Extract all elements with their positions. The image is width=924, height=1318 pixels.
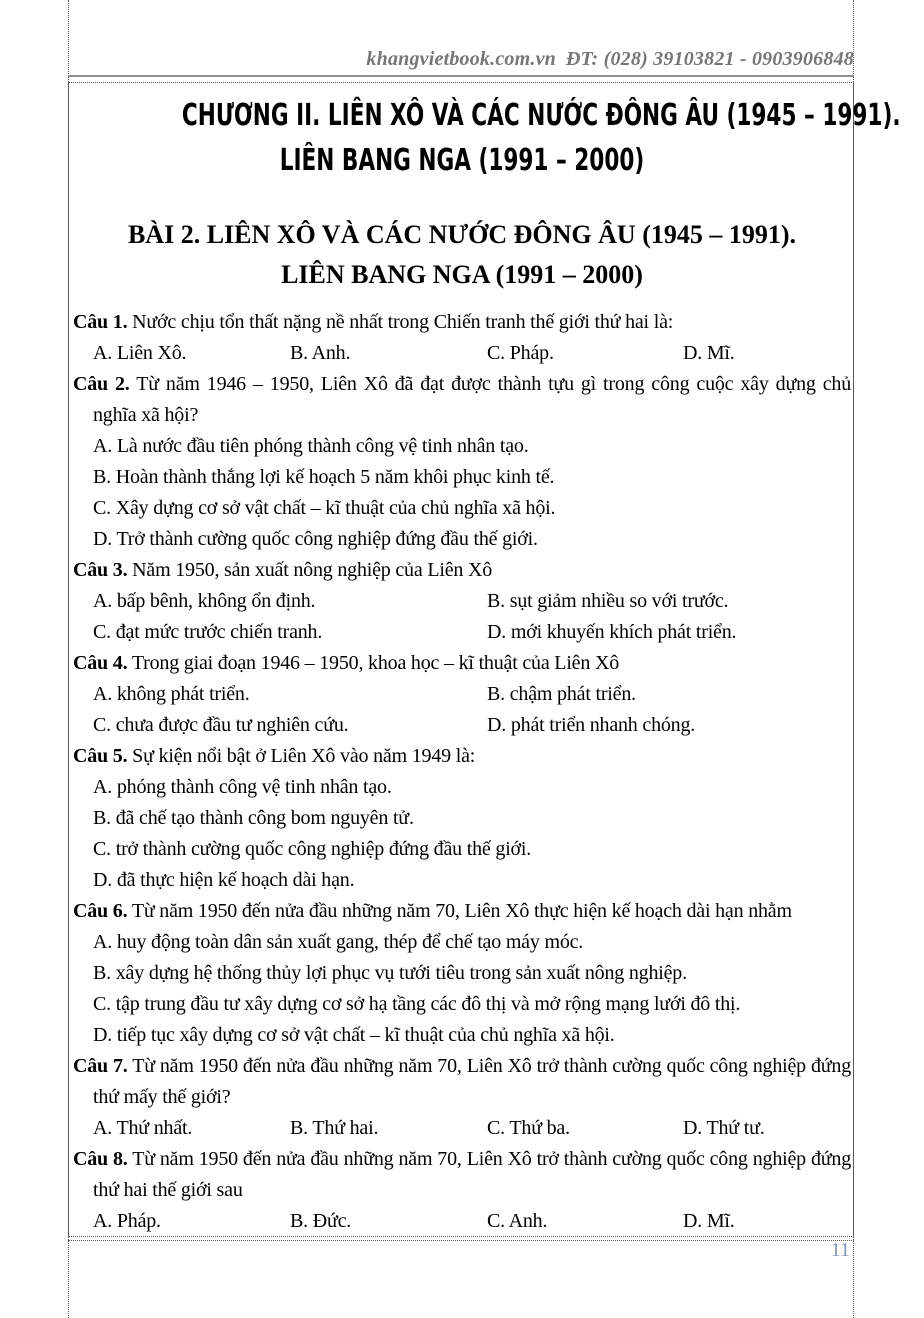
chapter-title-line1: CHƯƠNG II. LIÊN XÔ VÀ CÁC NƯỚC ĐÔNG ÂU (1945 – 1991). bbox=[181, 98, 901, 133]
question-block-6 bbox=[73, 896, 851, 1051]
question-body-text: Năm 1950, sản xuất nông nghiệp của Liên Xô bbox=[127, 559, 493, 581]
answer-option: B. chậm phát triển. bbox=[487, 683, 636, 705]
question-text bbox=[73, 1144, 851, 1206]
question-block-1 bbox=[73, 307, 851, 369]
header-site-text: khangvietbook.com.vn bbox=[366, 48, 556, 70]
lesson-title-line1: BÀI 2. LIÊN XÔ VÀ CÁC NƯỚC ĐÔNG ÂU (1945 – 1991). bbox=[127, 220, 797, 249]
question-label: Câu 4. bbox=[73, 652, 128, 674]
page-header bbox=[68, 0, 854, 77]
main-content-box bbox=[68, 82, 901, 1237]
answer-option: B. sụt giảm nhiều so với trước. bbox=[487, 590, 729, 612]
answer-option: D. mới khuyến khích phát triển. bbox=[487, 621, 737, 643]
question-body-text: Từ năm 1950 đến nửa đầu những năm 70, Liên Xô thực hiện kế hoạch dài hạn nhằm bbox=[127, 900, 792, 922]
answer-option: D. phát triển nhanh chóng. bbox=[487, 714, 696, 736]
answer-option: A. không phát triển. bbox=[93, 683, 250, 705]
answer-option: A. Thứ nhất. bbox=[93, 1117, 193, 1139]
question-label: Câu 2. bbox=[73, 373, 130, 395]
answer-option: B. Anh. bbox=[290, 342, 351, 364]
question-text bbox=[73, 307, 851, 338]
question-options bbox=[93, 338, 851, 369]
question-options bbox=[93, 927, 851, 1051]
question-label: Câu 3. bbox=[73, 559, 128, 581]
answer-option: D. Trở thành cường quốc công nghiệp đứng đầu thế giới. bbox=[93, 528, 538, 550]
answer-option: A. phóng thành công vệ tinh nhân tạo. bbox=[93, 776, 392, 798]
question-text bbox=[73, 1051, 851, 1113]
question-body-text: Từ năm 1950 đến nửa đầu những năm 70, Liên Xô trở thành cường quốc công nghiệp đứng thứ mấy thế giới? bbox=[93, 1055, 851, 1108]
answer-option: C. Thứ ba. bbox=[487, 1117, 570, 1139]
question-options bbox=[93, 431, 851, 555]
answer-option: B. Hoàn thành thắng lợi kế hoạch 5 năm khôi phục kinh tế. bbox=[93, 466, 555, 488]
answer-option: A. Pháp. bbox=[93, 1210, 161, 1232]
answer-option: A. Liên Xô. bbox=[93, 342, 187, 364]
answer-option: B. đã chế tạo thành công bom nguyên tử. bbox=[93, 807, 414, 829]
question-text bbox=[73, 555, 851, 586]
answer-option: B. Đức. bbox=[290, 1210, 352, 1232]
question-text bbox=[73, 896, 851, 927]
question-label: Câu 5. bbox=[73, 745, 128, 767]
question-options bbox=[93, 1113, 851, 1144]
answer-option: C. chưa được đầu tư nghiên cứu. bbox=[93, 714, 349, 736]
question-options bbox=[93, 1206, 851, 1237]
answer-option: D. Mĩ. bbox=[683, 1210, 735, 1232]
answer-option: B. xây dựng hệ thống thủy lợi phục vụ tưới tiêu trong sản xuất nông nghiệp. bbox=[93, 962, 687, 984]
chapter-title bbox=[73, 83, 901, 183]
footer-boundary-line bbox=[68, 1240, 854, 1241]
question-block-2 bbox=[73, 369, 851, 555]
question-block-7 bbox=[73, 1051, 851, 1144]
header-phone-text: ĐT: (028) 39103821 - 0903906848 bbox=[565, 48, 854, 70]
answer-option: D. đã thực hiện kế hoạch dài hạn. bbox=[93, 869, 355, 891]
answer-option: A. huy động toàn dân sản xuất gang, thép để chế tạo máy móc. bbox=[93, 931, 584, 953]
answer-option: D. Mĩ. bbox=[683, 342, 735, 364]
answer-option: B. Thứ hai. bbox=[290, 1117, 379, 1139]
answer-option: C. Pháp. bbox=[487, 342, 554, 364]
answer-option: A. Là nước đầu tiên phóng thành công vệ tinh nhân tạo. bbox=[93, 435, 529, 457]
question-body-text: Từ năm 1950 đến nửa đầu những năm 70, Liên Xô trở thành cường quốc công nghiệp đứng thứ hai thế giới sau bbox=[93, 1148, 851, 1201]
answer-option: C. đạt mức trước chiến tranh. bbox=[93, 621, 323, 643]
question-block-4 bbox=[73, 648, 851, 741]
question-label: Câu 6. bbox=[73, 900, 128, 922]
question-options bbox=[93, 679, 851, 741]
question-block-5 bbox=[73, 741, 851, 896]
answer-option: D. Thứ tư. bbox=[683, 1117, 765, 1139]
question-label: Câu 7. bbox=[73, 1055, 128, 1077]
question-label: Câu 8. bbox=[73, 1148, 128, 1170]
question-block-3 bbox=[73, 555, 851, 648]
answer-option: C. Anh. bbox=[487, 1210, 548, 1232]
question-options bbox=[93, 772, 851, 896]
answer-option: D. tiếp tục xây dựng cơ sở vật chất – kĩ thuật của chủ nghĩa xã hội. bbox=[93, 1024, 615, 1046]
answer-option: C. trở thành cường quốc công nghiệp đứng đầu thế giới. bbox=[93, 838, 532, 860]
question-text bbox=[73, 741, 851, 772]
question-body-text: Sự kiện nổi bật ở Liên Xô vào năm 1949 là: bbox=[127, 745, 476, 767]
lesson-title-line2: LIÊN BANG NGA (1991 – 2000) bbox=[281, 260, 643, 289]
question-body-text: Từ năm 1946 – 1950, Liên Xô đã đạt được thành tựu gì trong công cuộc xây dựng chủ nghĩa xã hội? bbox=[93, 373, 851, 426]
answer-option: A. bấp bênh, không ổn định. bbox=[93, 590, 316, 612]
question-body-text: Trong giai đoạn 1946 – 1950, khoa học – kĩ thuật của Liên Xô bbox=[127, 652, 620, 674]
answer-option: C. tập trung đầu tư xây dựng cơ sở hạ tầng các đô thị và mở rộng mạng lưới đô thị. bbox=[93, 993, 741, 1015]
page-number: 11 bbox=[830, 1239, 850, 1261]
question-body-text: Nước chịu tổn thất nặng nề nhất trong Chiến tranh thế giới thứ hai là: bbox=[127, 311, 674, 333]
question-label: Câu 1. bbox=[73, 311, 128, 333]
lesson-title bbox=[73, 215, 851, 295]
chapter-title-line2: LIÊN BANG NGA (1991 – 2000) bbox=[279, 143, 645, 178]
question-block-8 bbox=[73, 1144, 851, 1237]
question-text bbox=[73, 648, 851, 679]
question-options bbox=[93, 586, 851, 648]
question-text bbox=[73, 369, 851, 431]
answer-option: C. Xây dựng cơ sở vật chất – kĩ thuật của chủ nghĩa xã hội. bbox=[93, 497, 556, 519]
questions-list bbox=[73, 307, 851, 1237]
